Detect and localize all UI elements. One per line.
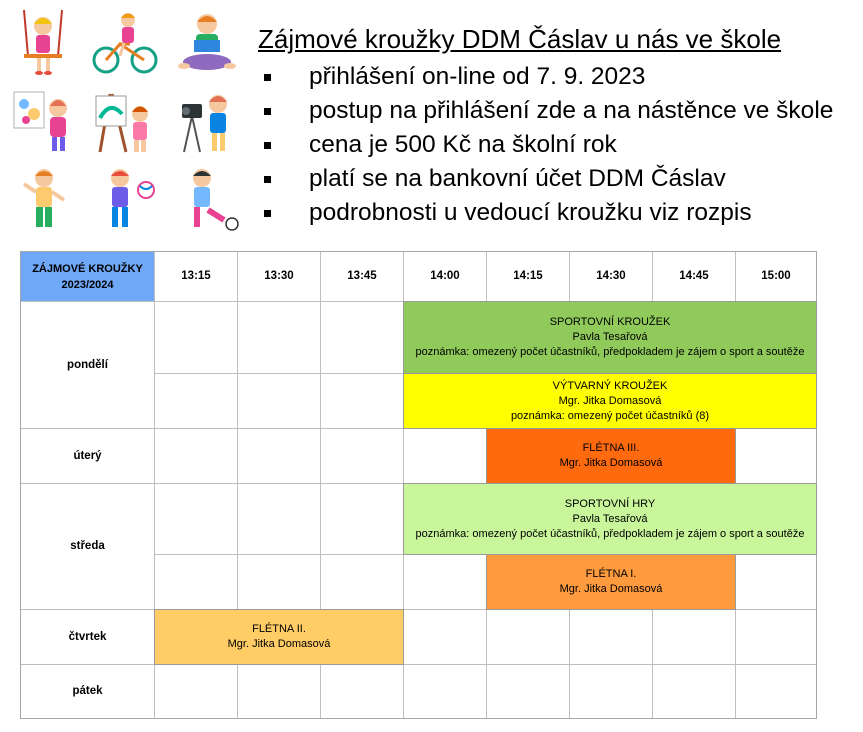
time-header: 13:45 — [347, 270, 377, 282]
schedule-table — [20, 251, 817, 719]
time-header: 14:30 — [596, 270, 626, 282]
day-label-monday: pondělí — [67, 358, 108, 371]
activity-name: FLÉTNA III. — [582, 442, 640, 454]
kid-painting-icon — [10, 86, 80, 156]
bullet-text: přihlášení on-line od 7. 9. 2023 — [309, 63, 646, 90]
square-bullet-icon — [264, 108, 271, 115]
square-bullet-icon — [264, 210, 271, 217]
square-bullet-icon — [264, 74, 271, 81]
activity-block-fletna-3 — [486, 428, 736, 484]
activity-note: poznámka: omezený počet účastníků, předpokladem je zájem o sport a soutěže — [415, 346, 805, 358]
kid-with-ball-icon — [90, 164, 160, 234]
activity-block-fletna-2 — [154, 609, 404, 665]
bullet-text: podrobnosti u vedoucí kroužku viz rozpis — [309, 199, 752, 226]
kid-on-bicycle-icon — [90, 8, 160, 78]
time-header: 15:00 — [761, 270, 791, 282]
bullet-text: postup na přihlášení zde a na nástěnce ve škole — [309, 97, 834, 124]
activity-block-sportovni-hry — [403, 483, 817, 555]
square-bullet-icon — [264, 142, 271, 149]
table-corner-header — [21, 252, 154, 301]
activity-name: FLÉTNA II. — [252, 623, 306, 635]
activity-leader: Pavla Tesařová — [572, 331, 648, 343]
time-header: 13:15 — [181, 270, 211, 282]
activity-leader: Mgr. Jitka Domasová — [559, 457, 663, 469]
bullet-item — [258, 60, 858, 94]
kid-reading-icon — [172, 8, 242, 78]
activity-name: SPORTOVNÍ HRY — [564, 497, 656, 510]
bullet-item — [258, 94, 858, 128]
activity-name: SPORTOVNÍ KROUŽEK — [549, 316, 671, 328]
day-label-wednesday: středa — [70, 540, 105, 552]
day-label-thursday: čtvrtek — [68, 630, 107, 643]
bullet-text: platí se na bankovní účet DDM Čáslav — [309, 165, 726, 192]
time-header: 14:45 — [679, 270, 709, 282]
activity-leader: Mgr. Jitka Domasová — [227, 638, 331, 650]
day-label-friday: pátek — [72, 685, 103, 697]
kid-at-easel-icon — [90, 86, 160, 156]
bullet-list — [258, 60, 858, 230]
bullet-text: cena je 500 Kč na školní rok — [309, 131, 617, 158]
bullet-item — [258, 128, 858, 162]
kid-with-camera-icon — [172, 86, 242, 156]
activity-note: poznámka: omezený počet účastníků (8) — [510, 409, 710, 422]
page-title: Zájmové kroužky DDM Čáslav u nás ve škole — [258, 24, 782, 54]
activity-leader: Mgr. Jitka Domasová — [558, 394, 662, 407]
activity-name: FLÉTNA I. — [585, 568, 637, 580]
children-clipart-grid — [8, 6, 242, 234]
corner-year: 2023/2024 — [61, 278, 114, 291]
kid-on-swing-icon — [10, 8, 80, 78]
activity-note: poznámka: omezený počet účastníků, předpokladem je zájem o sport a soutěže — [415, 527, 805, 540]
activity-leader: Mgr. Jitka Domasová — [559, 583, 663, 595]
bullet-item — [258, 162, 858, 196]
time-header: 14:00 — [430, 270, 460, 282]
announcement-header — [258, 22, 858, 230]
activity-name: VÝTVARNÝ KROUŽEK — [552, 379, 668, 392]
time-header: 13:30 — [264, 270, 294, 282]
activity-block-vytvarny-krouzek — [403, 373, 817, 429]
time-header: 14:15 — [513, 270, 543, 282]
bullet-item — [258, 196, 858, 230]
square-bullet-icon — [264, 176, 271, 183]
activity-leader: Pavla Tesařová — [572, 512, 648, 525]
day-label-tuesday: úterý — [73, 449, 102, 462]
kid-kicking-icon — [172, 164, 242, 234]
activity-block-sportovni-krouzek — [403, 301, 817, 374]
activity-block-fletna-1 — [486, 554, 736, 610]
kid-running-icon — [10, 164, 80, 234]
corner-title: ZÁJMOVÉ KROUŽKY — [32, 262, 143, 275]
